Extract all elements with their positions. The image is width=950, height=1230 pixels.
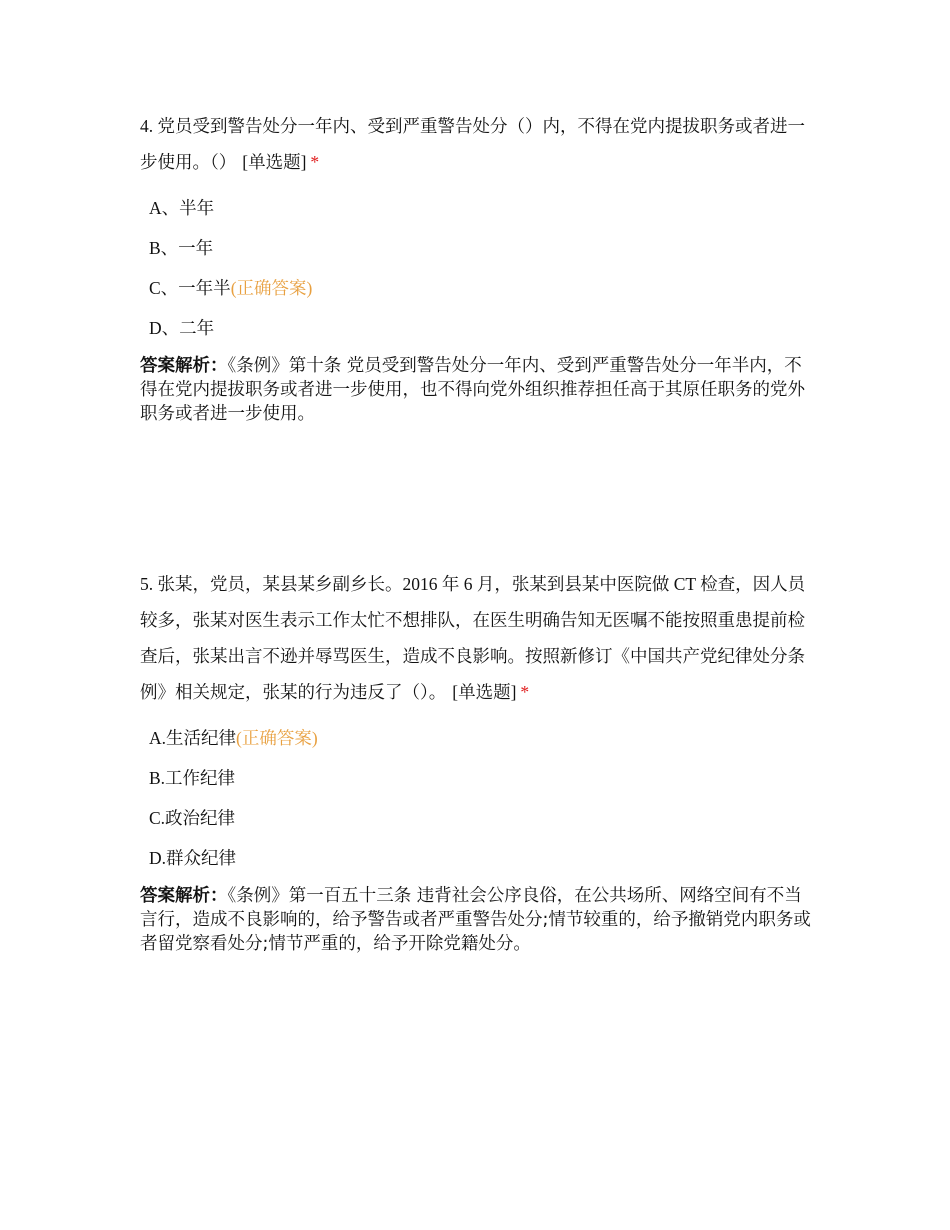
option-d[interactable] bbox=[140, 308, 812, 348]
question-4 bbox=[140, 108, 812, 426]
required-mark: * bbox=[520, 682, 530, 702]
option-text: D、二年 bbox=[149, 318, 215, 338]
correct-answer-tag: (正确答案) bbox=[230, 278, 313, 298]
option-a[interactable] bbox=[140, 718, 812, 758]
answer-analysis bbox=[140, 354, 812, 426]
options-list bbox=[140, 718, 812, 878]
option-text: C.政治纪律 bbox=[149, 808, 236, 828]
option-b[interactable] bbox=[140, 758, 812, 798]
option-c[interactable] bbox=[140, 268, 812, 308]
question-stem bbox=[140, 566, 812, 710]
option-text: A.生活纪律 bbox=[149, 728, 237, 748]
option-text: B、一年 bbox=[149, 238, 214, 258]
option-c[interactable] bbox=[140, 798, 812, 838]
option-b[interactable] bbox=[140, 228, 812, 268]
question-5 bbox=[140, 566, 812, 956]
correct-answer-tag: (正确答案) bbox=[236, 728, 318, 748]
analysis-label: 答案解析： bbox=[140, 886, 228, 906]
question-type-label: [单选题] bbox=[242, 152, 307, 172]
option-a[interactable] bbox=[140, 188, 812, 228]
option-text: B.工作纪律 bbox=[149, 768, 236, 788]
options-list bbox=[140, 188, 812, 348]
question-type-label: [单选题] bbox=[452, 682, 517, 702]
analysis-text: 《条例》第十条 党员受到警告处分一年内、受到严重警告处分一年半内，不得在党内提拔职务或者进一步使用，也不得向党外组织推荐担任高于其原任职务的党外职务或者进一步使用。 bbox=[140, 356, 805, 424]
analysis-text: 《条例》第一百五十三条 违背社会公序良俗，在公共场所、网络空间有不当言行，造成不良影响的，给予警告或者严重警告处分;情节较重的，给予撤销党内职务或者留党察看处分;情节严重的，给予开除党籍处分。 bbox=[140, 886, 811, 954]
analysis-label: 答案解析： bbox=[140, 356, 228, 376]
option-text: A、半年 bbox=[149, 198, 215, 218]
option-text: D.群众纪律 bbox=[149, 848, 237, 868]
option-text: C、一年半 bbox=[149, 278, 231, 298]
question-stem-text: 4. 党员受到警告处分一年内、受到严重警告处分（）内，不得在党内提拔职务或者进一步使用。（） bbox=[140, 116, 805, 172]
answer-analysis bbox=[140, 884, 812, 956]
required-mark: * bbox=[310, 152, 320, 172]
option-d[interactable] bbox=[140, 838, 812, 878]
question-stem bbox=[140, 108, 812, 180]
question-stem-text: 5. 张某，党员，某县某乡副乡长。2016 年 6 月，张某到县某中医院做 CT 检查，因人员较多，张某对医生表示工作太忙不想排队，在医生明确告知无医嘱不能按照重患提前检查后，张某出言不逊并辱骂医生，造成不良影响。按照新修订《中国共产党纪律处分条例》相关规定，张某的行为违反了（）。 bbox=[140, 574, 806, 702]
